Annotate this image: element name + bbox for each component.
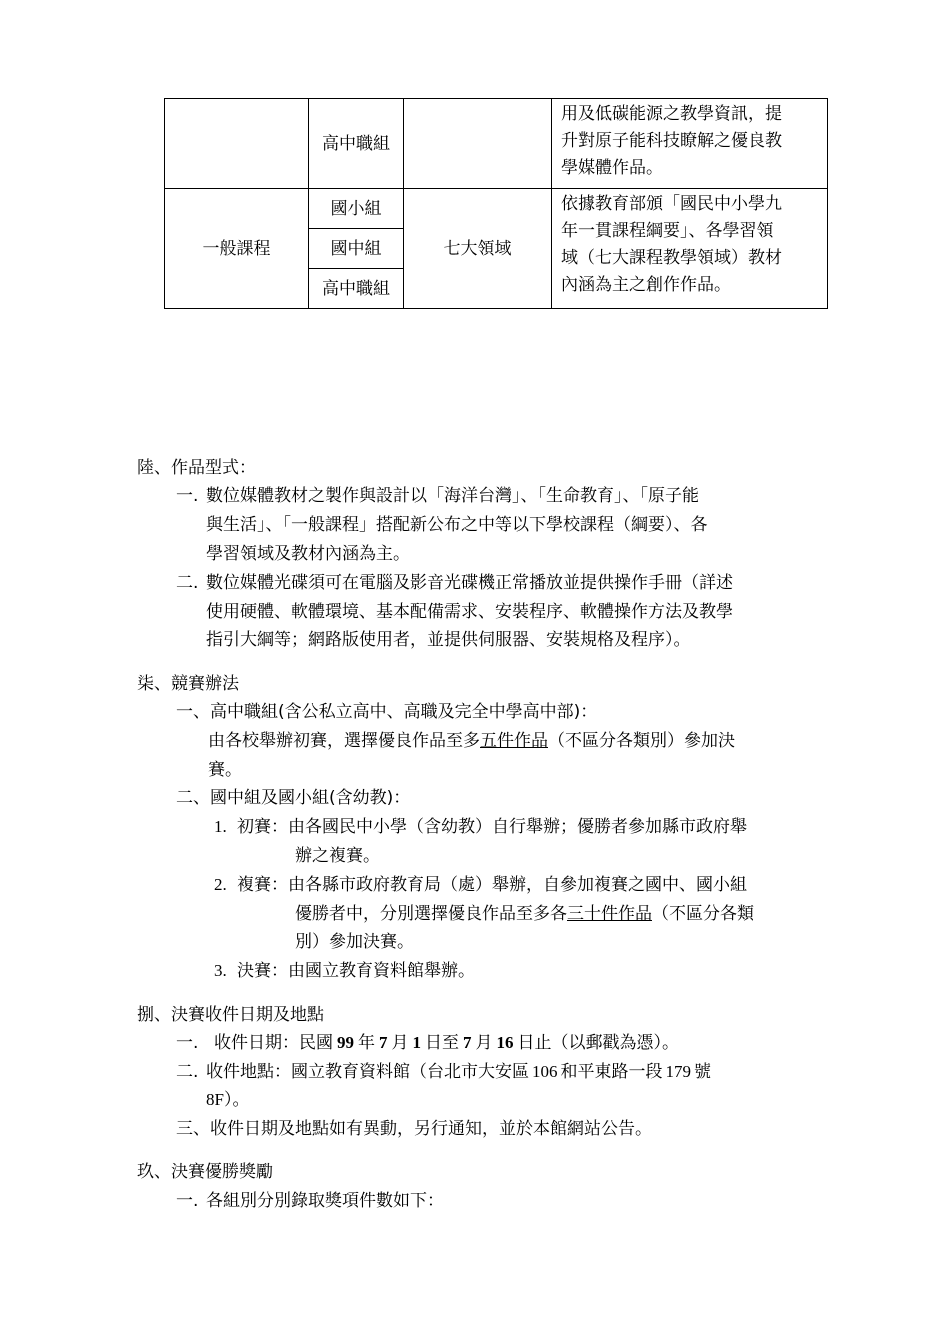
table-cell-description: 用及低碳能源之教學資訊，提 升對原子能科技瞭解之優良教 學媒體作品。 [552, 99, 828, 189]
table-cell-category: 一般課程 [165, 189, 309, 309]
section-heading-7: 柒、競賽辦法 [137, 674, 239, 694]
item-title: 一、高中職組(含公私立高中、高職及完全中學高中部)： [176, 702, 598, 722]
sub-item-number: 2. [214, 875, 227, 894]
table-cell-group: 國小組 [309, 189, 404, 229]
table-cell-group: 國中組 [309, 229, 404, 269]
paragraph-line: 由各校舉辦初賽，選擇優良作品至多五件作品（不區分各類別）參加決 [208, 731, 735, 751]
underlined-text: 五件作品 [480, 731, 548, 751]
paragraph-line: 與生活」、「一般課程」搭配新公布之中等以下學校課程（綱要）、各 [206, 515, 708, 535]
item-title: 二、國中組及國小組(含幼教)： [176, 788, 411, 808]
table-row [165, 189, 828, 229]
table-cell-area [404, 99, 552, 189]
table-cell-area: 七大領域 [404, 189, 552, 309]
sub-item-number: 3. [214, 961, 227, 980]
table-cell-group: 高中職組 [309, 99, 404, 189]
table-cell-group: 高中職組 [309, 269, 404, 309]
section-heading-8: 捌、決賽收件日期及地點 [137, 1005, 324, 1025]
section-heading-9: 玖、決賽優勝獎勵 [137, 1162, 273, 1182]
paragraph-line: 收件日期：民國 99 年 7 月 1 日至 7 月 16 日止（以郵戳為憑）。 [214, 1033, 679, 1053]
paragraph-line: 別）參加決賽。 [295, 932, 414, 952]
paragraph-line: 指引大綱等；網路版使用者，並提供伺服器、安裝規格及程序）。 [206, 630, 691, 650]
item-number: 一. [176, 486, 199, 506]
underlined-text: 三十件作品 [567, 904, 652, 924]
paragraph-line: 初賽：由各國民中小學（含幼教）自行舉辦；優勝者參加縣市政府舉 [237, 817, 747, 837]
table-cell-description: 依據教育部頒「國民中小學九 年一貫課程綱要」、各學習領 域（七大課程教學領域）教材 內涵為主之創作作品。 [552, 189, 828, 309]
table-row [165, 99, 828, 189]
paragraph-line: 數位媒體光碟須可在電腦及影音光碟機正常播放並提供操作手冊（詳述 [206, 573, 733, 593]
item-number: 二. [176, 573, 199, 593]
paragraph-line: 收件地點：國立教育資料館（台北市大安區 106 和平東路一段 179 號 [206, 1062, 711, 1082]
item-number: 二. [176, 1062, 199, 1082]
table-cell-category [165, 99, 309, 189]
paragraph-line: 數位媒體教材之製作與設計以「海洋台灣」、「生命教育」、「原子能 [206, 486, 699, 506]
paragraph-line: 複賽：由各縣市政府教育局（處）舉辦，自參加複賽之國中、國小組 [237, 875, 747, 895]
item-number: 一. [176, 1033, 199, 1053]
paragraph-line: 三、收件日期及地點如有異動，另行通知，並於本館網站公告。 [176, 1119, 652, 1139]
paragraph-line: 8F）。 [206, 1090, 250, 1110]
paragraph-line: 使用硬體、軟體環境、基本配備需求、安裝程序、軟體操作方法及教學 [206, 602, 733, 622]
paragraph-line: 辦之複賽。 [295, 846, 380, 866]
paragraph-line: 優勝者中，分別選擇優良作品至多各三十件作品（不區分各類 [295, 904, 754, 924]
category-table [164, 98, 828, 309]
section-heading-6: 陸、作品型式： [137, 458, 256, 478]
sub-item-number: 1. [214, 817, 227, 836]
paragraph-line: 各組別分別錄取獎項件數如下： [206, 1191, 444, 1211]
paragraph-line: 決賽：由國立教育資料館舉辦。 [237, 961, 475, 981]
item-number: 一. [176, 1191, 199, 1211]
paragraph-line: 學習領域及教材內涵為主。 [206, 544, 410, 564]
paragraph-line: 賽。 [208, 760, 242, 780]
